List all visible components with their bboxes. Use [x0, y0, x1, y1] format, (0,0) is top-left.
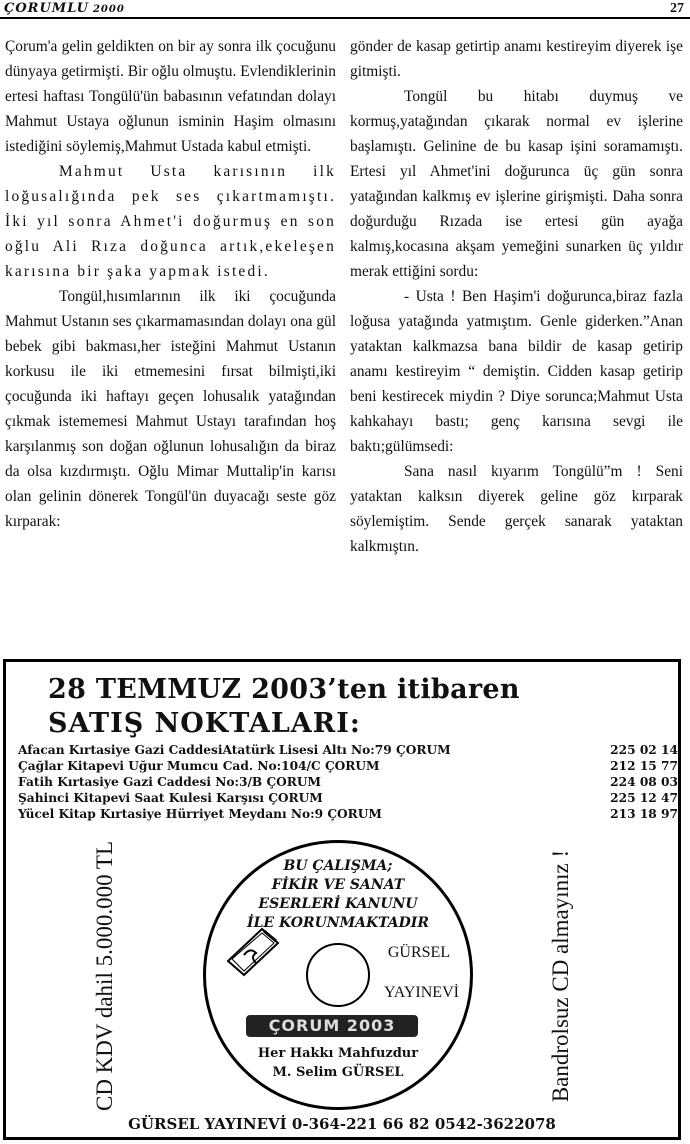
header-rule — [0, 17, 690, 19]
price-note — [90, 840, 120, 1112]
outlet-phone: 213 18 97 — [610, 807, 678, 821]
price-note-text: CD KDV dahil 5.000.000 TL — [92, 840, 117, 1112]
list-item — [18, 758, 678, 774]
cd-copyright-line: BU ÇALIŞMA; — [283, 858, 393, 874]
cd-disc — [203, 840, 473, 1110]
cd-rights-line: Her Hakkı Mahfuzdur — [257, 1046, 419, 1061]
magazine-logo — [4, 1, 125, 16]
ad-title: 28 TEMMUZ 2003’ten itibaren — [48, 674, 520, 705]
list-item — [18, 790, 678, 806]
sales-points-list — [18, 742, 678, 822]
cd-author: M. Selim GÜRSEL — [272, 1065, 404, 1080]
advertisement-box — [3, 659, 681, 1140]
warning-note — [546, 849, 576, 1103]
cd-rights — [206, 1044, 470, 1082]
book-icon — [222, 921, 282, 981]
cd-publisher-line: GÜRSEL — [387, 944, 451, 961]
list-item — [18, 806, 678, 822]
outlet-phone: 225 12 47 — [610, 791, 678, 805]
paragraph: Tongül,hısımlarının ilk iki çocuğunda Mahmut Ustanın ses çıkarmamasından dolayı ona gül bebek gibi bakması,her isteğini Mahmut Ustanın korkusu ile iki etmemesini fırsat bilmişti,iki çocuğunda iki haftayı geçen lohusalık yatağından çıkmak istememesi Mahmut Ustayı tarafından hoş karşılanmış son doğan oğlunun lohusalığın da biraz da olsa kızdırmıştı. Oğlu Mimar Muttalip'in karısı olan gelinin dönerek Tongül'ün duyacağı seste göz kırparak: — [5, 288, 336, 530]
paragraph: gönder de kasap getirtip anamı kestireyim diyerek işe gitmişti. — [350, 38, 683, 80]
outlet-address: Fatih Kırtasiye Gazi Caddesi No:3/B ÇORUM — [18, 775, 322, 789]
cd-publisher — [384, 933, 459, 1013]
cd-copyright-line: İLE KORUNMAKTADIR — [247, 915, 429, 931]
paragraph: Sana nasıl kıyarım Tongülü”m ! Seni yataktan kalksın diyerek geline göz kırparak söylemiştim. Sende gerçek sanarak yataktan kalkmıştın. — [350, 463, 683, 555]
warning-note-text: Bandrolsuz CD almayınız ! — [548, 849, 573, 1103]
outlet-address: Yücel Kitap Kırtasiye Hürriyet Meydanı No:9 ÇORUM — [18, 807, 382, 821]
paragraph: Tongül bu hitabı duymuş ve kormuş,yatağından çıkarak normal ev işlerine başlamıştı. Gelinine de bu kasap işini soramamıştı. Ertesi yıl Ahmet'ini doğurunca üç gün sonra yatağından kalkmış ev işlerine girişmişti. Daha sonra doğurduğu Rızada ise ertesi gün ayağa kalmış,kocasına akşam yemeğini sunarken üç yıldır merak ettiğini sordu: — [350, 88, 683, 280]
paragraph: Çorum'a gelin geldikten on bir ay sonra ilk çocuğunu dünyaya getirmişti. Bir oğlu olmuştu. Evlendiklerinin ertesi haftası Tongülü'ün babasının vefatından dolayı Mahmut Ustaya oğlunun isminin Haşim olmasını istediğini söylemiş,Mahmut Ustada kabul etmişti. — [5, 38, 336, 155]
cd-copyright-line: FİKİR VE SANAT — [271, 877, 405, 893]
cd-center-hole — [306, 943, 370, 1007]
page-header — [0, 0, 690, 20]
cd-copyright-line: ESERLERİ KANUNU — [258, 896, 418, 912]
page-number: 27 — [670, 1, 684, 16]
cd-publisher-line: YAYINEVİ — [384, 984, 459, 1001]
paragraph: Mahmut Usta karısının ilk loğusalığında pek ses çıkartmamıştı. İki yıl sonra Ahmet'i doğurmuş en son oğlu Ali Rıza doğunca artık,ekeleşen karısına bir şaka yapmak istedi. — [5, 163, 336, 280]
outlet-address: Çağlar Kitapevi Uğur Mumcu Cad. No:104/C ÇORUM — [18, 759, 380, 773]
outlet-address: Afacan Kırtasiye Gazi CaddesiAtatürk Lisesi Altı No:79 ÇORUM — [18, 743, 451, 757]
magazine-year: 2000 — [92, 4, 125, 15]
article-column-left — [5, 34, 336, 534]
outlet-phone: 224 08 03 — [610, 775, 678, 789]
magazine-name: ÇORUMLU — [4, 1, 89, 16]
list-item — [18, 774, 678, 790]
cd-brand-logo: ÇORUM 2003 — [246, 1015, 418, 1037]
outlet-phone: 212 15 77 — [610, 759, 678, 773]
ad-subtitle: SATIŞ NOKTALARI: — [48, 708, 361, 739]
paragraph: - Usta ! Ben Haşim'i doğurunca,biraz fazla loğusa yatağında yatmıştım. Genle giderken.”Anan yataktan kalkmazsa bana bildir de kasap getirip anamı kestireyim “ demiştin. Cidden kasap getirip beni kestirecek miydin ? Diye sorunca;Mahmut Usta kahkahayı bastı; genç karısına sevgi ile baktı;gülümsedi: — [350, 288, 683, 455]
list-item — [18, 742, 678, 758]
outlet-phone: 225 02 14 — [610, 743, 678, 757]
article-column-right — [350, 34, 683, 559]
ad-footer: GÜRSEL YAYINEVİ 0-364-221 66 82 0542-3622078 — [128, 1115, 556, 1133]
outlet-address: Şahinci Kitapevi Saat Kulesi Karşısı ÇORUM — [18, 791, 323, 805]
